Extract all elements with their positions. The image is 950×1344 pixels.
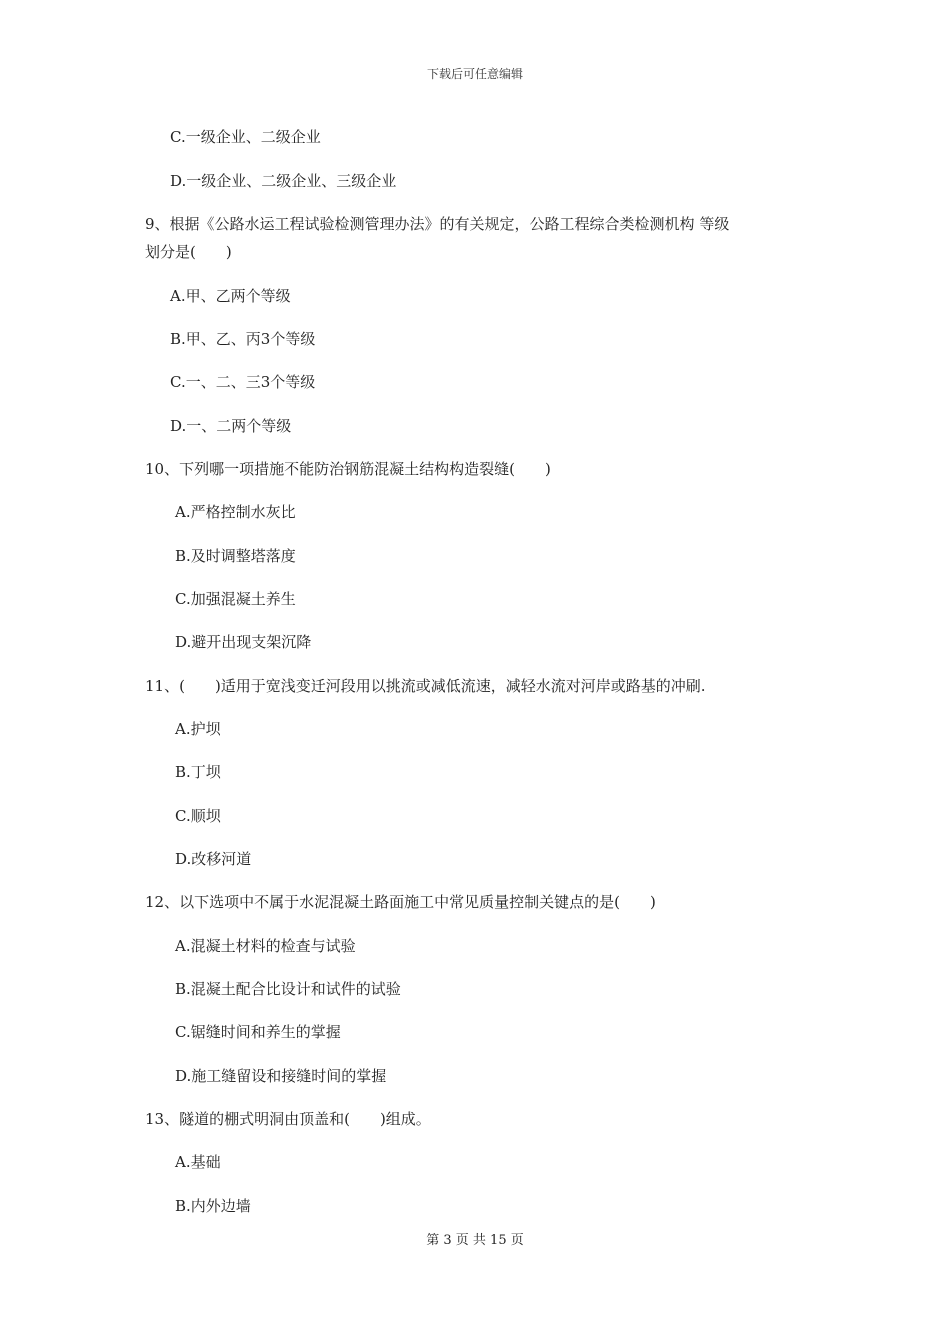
page-footer: 第 3 页 共 15 页 <box>426 1233 524 1248</box>
q13-option-a: A.基础 <box>175 1153 221 1171</box>
q11-option-d: D.改移河道 <box>175 850 252 868</box>
q12-option-c: C.锯缝时间和养生的掌握 <box>175 1023 341 1041</box>
q9-option-c: C.一、二、三3个等级 <box>170 373 316 391</box>
q9-option-a: A.甲、乙两个等级 <box>170 287 291 305</box>
q12-option-b: B.混凝土配合比设计和试件的试验 <box>175 980 401 998</box>
q8-option-c: C.一级企业、二级企业 <box>170 128 321 146</box>
q12-option-a: A.混凝土材料的检查与试验 <box>175 937 356 955</box>
q10-text: 10、下列哪一项措施不能防治钢筋混凝土结构构造裂缝( ) <box>145 460 551 478</box>
q11-option-b: B.丁坝 <box>175 763 221 781</box>
q11-option-c: C.顺坝 <box>175 807 221 825</box>
page-header: 下载后可任意编辑 <box>426 67 523 81</box>
q9-option-b: B.甲、乙、丙3个等级 <box>170 330 316 348</box>
q10-option-b: B.及时调整塔落度 <box>175 547 296 565</box>
q9-text: 9、根据《公路水运工程试验检测管理办法》的有关规定，公路工程综合类检测机构 等级 <box>145 215 730 233</box>
q12-option-d: D.施工缝留设和接缝时间的掌握 <box>175 1067 387 1085</box>
q13-text: 13、隧道的棚式明洞由顶盖和( )组成。 <box>145 1110 431 1128</box>
q11-option-a: A.护坝 <box>175 720 221 738</box>
q12-text: 12、以下选项中不属于水泥混凝土路面施工中常见质量控制关键点的是( ) <box>145 893 656 911</box>
q10-option-d: D.避开出现支架沉降 <box>175 633 312 651</box>
q13-option-b: B.内外边墙 <box>175 1197 251 1215</box>
q11-text: 11、( )适用于宽浅变迁河段用以挑流或减低流速，减轻水流对河岸或路基的冲刷. <box>145 677 706 695</box>
q9-text-cont: 划分是( ) <box>145 243 232 261</box>
q10-option-a: A.严格控制水灰比 <box>175 503 296 521</box>
q10-option-c: C.加强混凝土养生 <box>175 590 296 608</box>
q9-option-d: D.一、二两个等级 <box>170 417 292 435</box>
q8-option-d: D.一级企业、二级企业、三级企业 <box>170 172 397 190</box>
